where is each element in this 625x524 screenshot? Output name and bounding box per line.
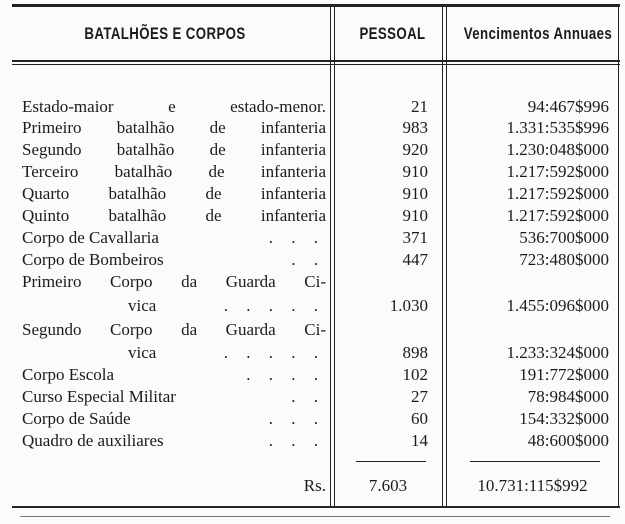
table-row [0,250,625,270]
row-salary: 191:772$000 [519,365,609,384]
table-row [0,409,625,429]
header-salaries: Vencimentos Annuaes [463,24,613,43]
bottom-rule-second [20,516,610,517]
row-label: Quarto batalhão de infanteria [22,184,326,203]
row-personnel: 910 [402,184,428,203]
row-salary: 94:467$996 [527,97,609,116]
row-personnel: 60 [411,409,428,428]
row-label: Segundo batalhão de infanteria [22,140,326,159]
table-row [0,320,625,340]
row-personnel: 898 [402,343,428,362]
table-row [0,97,625,117]
row-salary: 1.217:592$000 [506,162,609,181]
row-personnel: 920 [402,140,428,159]
leader-dots: . . . . [246,365,325,384]
sum-rule-salary [470,461,600,462]
row-label: Primeiro batalhão de infanteria [22,118,326,137]
table-row-continued [0,343,625,363]
row-personnel: 983 [402,118,428,137]
table-row-continued [0,296,625,316]
row-label: Quadro de auxiliares [22,431,164,450]
row-personnel: 910 [402,162,428,181]
row-salary: 1.217:592$000 [506,184,609,203]
row-label-continued: vica [128,343,157,362]
sum-rule-personnel [356,461,426,462]
row-personnel: 102 [402,365,428,384]
leader-dots: . . [291,250,325,269]
row-personnel: 371 [402,228,428,247]
row-salary: 1.233:324$000 [506,343,609,362]
total-salary: 10.731:115$992 [477,476,588,495]
header-personnel: PESSOAL [359,24,426,43]
row-label: Estado-maior e estado-menor. [22,97,326,116]
row-personnel: 27 [411,387,428,406]
row-salary: 78:984$000 [527,387,609,406]
table-row [0,228,625,248]
row-label: Curso Especial Militar [22,387,176,406]
table-row [0,162,625,182]
table-row [0,272,625,292]
row-salary: 536:700$000 [519,228,609,247]
total-label: Rs. [303,476,326,495]
row-personnel: 21 [411,97,428,116]
leader-dots: . . [291,387,325,406]
row-salary: 1.455:096$000 [506,296,609,315]
table-row [0,140,625,160]
top-rule [12,4,620,7]
row-salary: 723:480$000 [519,250,609,269]
row-label: Corpo de Bombeiros [22,250,164,269]
row-personnel: 1.030 [389,296,428,315]
row-salary: 1.217:592$000 [506,206,609,225]
header-rule-second [12,64,620,65]
row-salary: 1.230:048$000 [506,140,609,159]
row-label: Corpo Escola [22,365,115,384]
row-salary: 154:332$000 [519,409,609,428]
row-label: Segundo Corpo da Guarda Ci- [22,320,326,339]
leader-dots: . . . [268,409,325,428]
row-label: Corpo de Saúde [22,409,131,428]
row-label-continued: vica [128,296,157,315]
leader-dots: . . . . . [223,343,325,362]
leader-dots: . . . [268,228,325,247]
table-row [0,387,625,407]
table-row [0,365,625,385]
table-row [0,184,625,204]
bottom-rule [12,506,620,508]
total-row [0,476,625,496]
row-personnel: 910 [402,206,428,225]
table-row [0,206,625,226]
header-rule [12,60,620,62]
leader-dots: . . . [268,431,325,450]
row-salary: 1.331:535$996 [506,118,609,137]
table-row [0,431,625,451]
total-personnel: 7.603 [368,476,408,495]
row-personnel: 447 [402,250,428,269]
row-label: Primeiro Corpo da Guarda Ci- [22,272,326,291]
leader-dots: . . . . . [223,296,325,315]
row-personnel: 14 [411,431,428,450]
row-label: Terceiro batalhão de infanteria [22,162,326,181]
row-label: Corpo de Cavallaria [22,228,159,247]
table-row [0,118,625,138]
row-salary: 48:600$000 [527,431,609,450]
header-units: BATALHÕES E CORPOS [84,24,246,43]
row-label: Quinto batalhão de infanteria [22,206,326,225]
